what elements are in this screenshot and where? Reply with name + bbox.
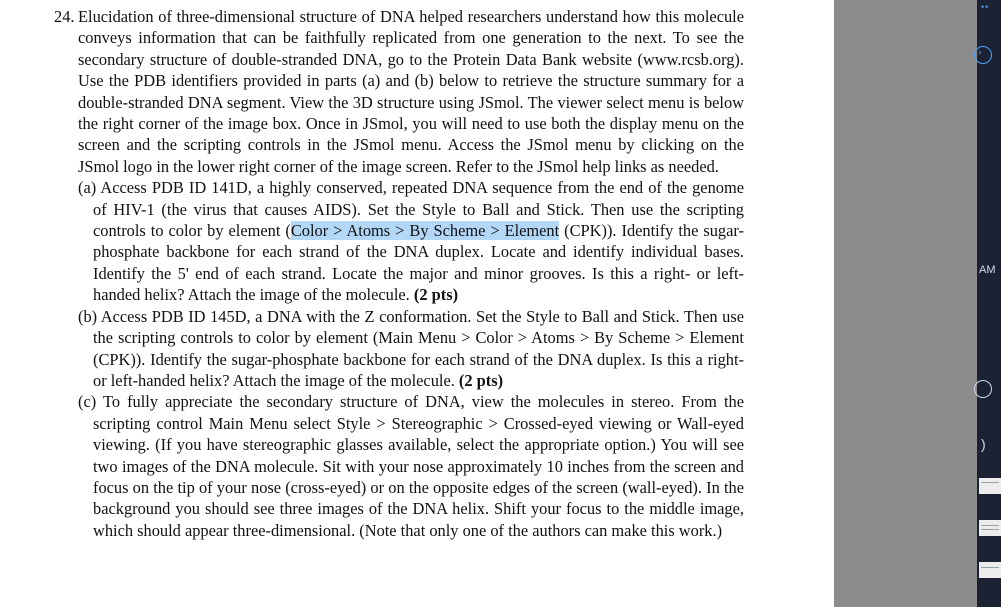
part-a-text-2: (CPK)). Identify the sugar-phosphate backbone for each strand of the DNA duplex. Locate and identify individual bases. Identify the 5' end of each strand. Locate the major and minor grooves. Is this a right- or left-handed helix? Attach the image of the molecule. bbox=[93, 221, 744, 305]
part-a-text-1: (a) Access PDB ID 141D, a highly conserved, repeated DNA sequence from the end of the genome of HIV-1 (the virus that causes AIDS). Set the Style to Ball and Stick. Then use the scripting controls to color by element ( bbox=[78, 178, 744, 241]
part-c bbox=[78, 391, 744, 541]
question-intro: Elucidation of three-dimensional structure of DNA helped researchers understand how this molecule conveys information that can be faithfully replicated from one generation to the next. To see the secondary structure of double-stranded DNA, go to the Protein Data Bank website (www.rcsb.org). Use the PDB identifiers provided in parts (a) and (b) below to retrieve the structure summary for a double-stranded DNA segment. View the 3D structure using JSmol. The viewer select menu is below the right corner of the image box. Once in JSmol, you will need to use both the display menu on the screen and the scripting controls in the JSmol menu. Access the JSmol menu by clicking on the JSmol logo in the lower right corner of the image screen. Refer to the JSmol help links as needed. bbox=[78, 7, 744, 176]
thumbnail-preview[interactable] bbox=[979, 520, 1001, 536]
question-number: 24. bbox=[54, 7, 75, 26]
circle-icon[interactable] bbox=[974, 380, 992, 398]
part-c-text: (c) To fully appreciate the secondary structure of DNA, view the molecules in stereo. From the scripting control Main Menu select Style > Stereographic > Crossed-eyed viewing or Wall-eyed viewing. (If you have stereographic glasses available, select the appropriate option.) You will see two images of the DNA molecule. Sit with your nose approximately 10 inches from the screen and focus on the tip of your nose (cross-eyed) or on the opposite edges of the screen (wall-eyed). In the background you should see three images of the DNA helix. Shift your focus to the middle image, which should appear three-dimensional. (Note that only one of the authors can make this work.) bbox=[78, 392, 744, 540]
circle-arrow-icon[interactable]: › bbox=[974, 46, 992, 64]
part-b-text: (b) Access PDB ID 145D, a DNA with the Z conformation. Set the Style to Ball and Stick. Then use the scripting controls to color by element (Main Menu > Color > Atoms > By Scheme > Element (CPK)). Identify the sugar-phosphate backbone for each strand of the DNA duplex. Is this a right- or left-handed helix? Attach the image of the molecule. bbox=[78, 306, 744, 390]
thumbnail-preview[interactable] bbox=[979, 478, 1001, 494]
part-a-points: (2 pts) bbox=[413, 285, 459, 305]
part-b bbox=[78, 306, 744, 392]
question-24 bbox=[54, 6, 744, 541]
part-b-points: (2 pts) bbox=[458, 370, 504, 390]
part-a bbox=[78, 177, 744, 305]
dots-icon: •• bbox=[981, 2, 990, 12]
paren-icon: ) bbox=[981, 436, 986, 452]
sidebar-label: AM bbox=[979, 264, 996, 276]
side-app-strip bbox=[977, 0, 1001, 607]
thumbnail-preview[interactable] bbox=[979, 562, 1001, 578]
selected-text-highlight[interactable]: Color > Atoms > By Scheme > Element bbox=[290, 221, 560, 241]
background-panel bbox=[834, 0, 977, 607]
